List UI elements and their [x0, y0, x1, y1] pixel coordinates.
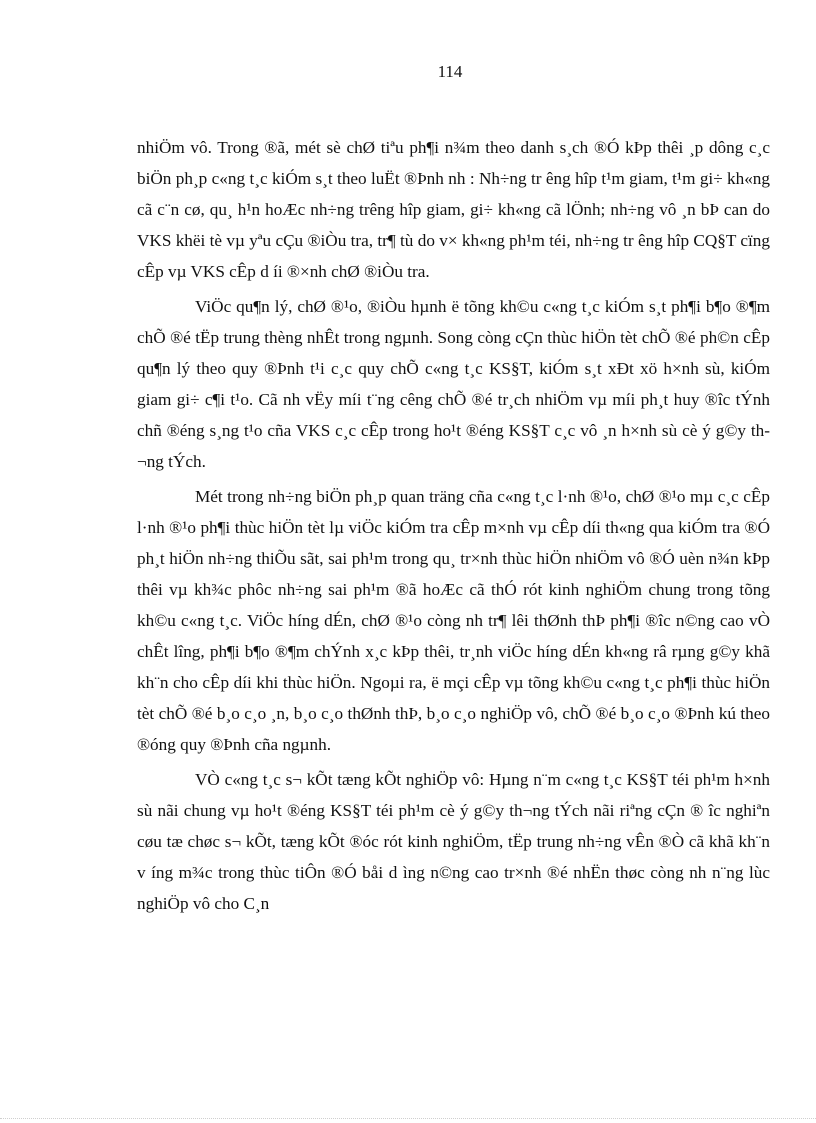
paragraph-4: VÒ c«ng t¸c s¬ kÕt tæng kÕt nghiÖp vô: Hµng n¨m c«ng t¸c KS§T téi ph¹m h×nh sù nãi chung vµ ho¹t ®éng KS§T téi ph¹m cè ý g©y th¬ng tÝch nãi riªng cÇn ® îc nghiªn cøu tæ chøc s¬ kÕt, tæng kÕt ®óc rót kinh nghiÖm, tËp trung nh÷ng vÊn ®Ò cã khã kh¨n v íng m¾c trong thùc tiÔn ®Ó båi d ìng n©ng cao tr×nh ®é nhËn thøc còng nh n¨ng lùc nghiÖp vô cho C¸n — [137, 770, 770, 913]
page-number: 114 — [437, 62, 463, 81]
paragraph-2: ViÖc qu¶n lý, chØ ®¹o, ®iÒu hµnh ë tõng kh©u c«ng t¸c kiÓm s¸t ph¶i b¶o ®¶m chÕ ®é tËp trung thèng nhÊt trong ngµnh. Song còng cÇn thùc hiÖn tèt chÕ ®é ph©n cÊp qu¶n lý theo quy ®Þnh t¹i c¸c quy chÕ c«ng t¸c KS§T, kiÓm s¸t xÐt xö h×nh sù, kiÓm giam gi÷ c¶i t¹o. Cã nh vËy míi t¨ng cêng chÕ ®é tr¸ch nhiÖm vµ míi ph¸t huy ®îc tÝnh chñ ®éng s¸ng t¹o cña VKS c¸c cÊp trong ho¹t ®éng KS§T c¸c vô ¸n h×nh sù cè ý g©y th¬ng tÝch. — [137, 297, 770, 471]
body-text — [137, 132, 770, 923]
footer-divider — [0, 1118, 816, 1120]
paragraph-3: Mét trong nh÷ng biÖn ph¸p quan träng cña c«ng t¸c l·nh ®¹o, chØ ®¹o mµ c¸c cÊp l·nh ®¹o ph¶i thùc hiÖn tèt lµ viÖc kiÓm tra cÊp m×nh vµ cÊp díi th«ng qua kiÓm tra ®Ó ph¸t hiÖn nh÷ng thiÕu sãt, sai ph¹m trong qu¸ tr×nh thùc hiÖn nhiÖm vô ®Ó uèn n¾n kÞp thêi vµ kh¾c phôc nh÷ng sai ph¹m ®ã hoÆc cã thÓ rót kinh nghiÖm chung trong tõng kh©u c«ng t¸c. ViÖc híng dÉn, chØ ®¹o còng nh tr¶ lêi thØnh thÞ ph¶i ®îc n©ng cao vÒ chÊt lîng, ph¶i b¶o ®¶m chÝnh x¸c kÞp thêi, tr¸nh viÖc híng dÉn kh«ng râ rµng g©y khã kh¨n cho cÊp díi khi thùc hiÖn. Ngoµi ra, ë mçi cÊp vµ tõng kh©u c«ng t¸c ph¶i thùc hiÖn tèt chÕ ®é b¸o c¸o ¸n, b¸o c¸o thØnh thÞ, b¸o c¸o nghiÖp vô, chÕ ®é b¸o c¸o ®Þnh kú theo ®óng quy ®Þnh cña ngµnh. — [137, 487, 770, 754]
paragraph-1: nhiÖm vô. Trong ®ã, mét sè chØ tiªu ph¶i n¾m theo danh s¸ch ®Ó kÞp thêi ¸p dông c¸c biÖn ph¸p c«ng t¸c kiÓm s¸t theo luËt ®Þnh nh : Nh÷ng tr êng hîp t¹m giam, t¹m gi÷ kh«ng cã c¨n cø, qu¸ h¹n hoÆc nh÷ng trêng hîp giam, gi÷ kh«ng cã lÖnh; nh÷ng vô ¸n bÞ can do VKS khëi tè vµ yªu cÇu ®iÒu tra, tr¶ tù do v× kh«ng ph¹m téi, nh÷ng tr êng hîp CQ§T cïng cÊp vµ VKS cÊp d íi ®×nh chØ ®iÒu tra. — [137, 138, 770, 281]
